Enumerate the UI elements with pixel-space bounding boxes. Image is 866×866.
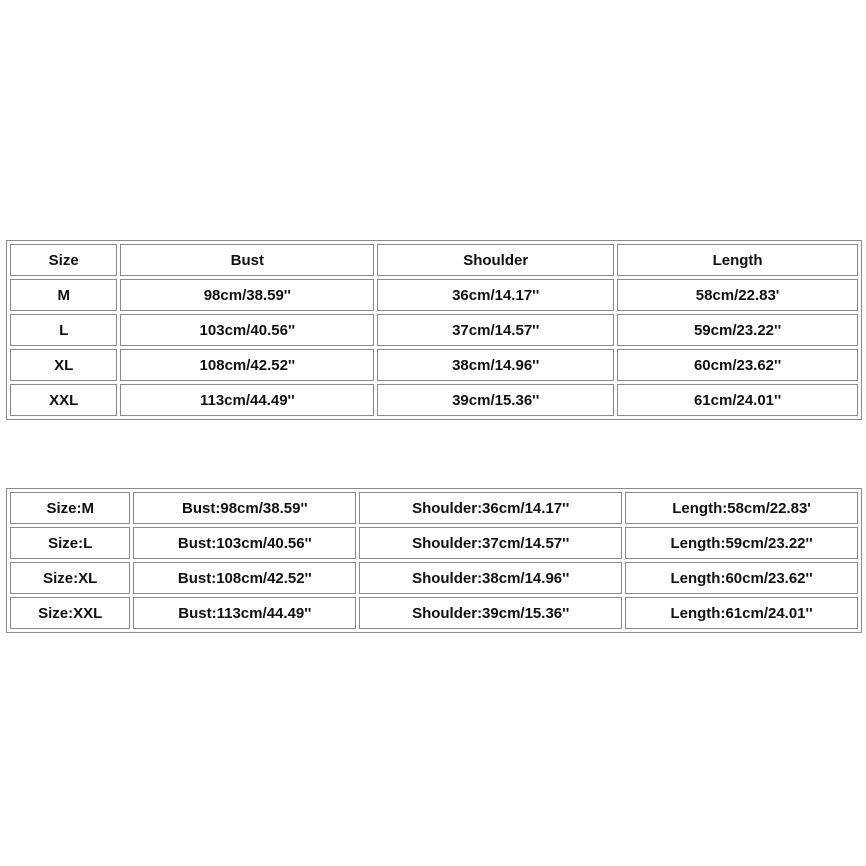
table-row bbox=[10, 384, 858, 416]
size-cell: Size:XL bbox=[10, 562, 130, 594]
size-cell: XL bbox=[10, 349, 117, 381]
bust-cell: 113cm/44.49'' bbox=[120, 384, 374, 416]
bust-cell: Bust:113cm/44.49'' bbox=[133, 597, 356, 629]
bust-cell: Bust:103cm/40.56'' bbox=[133, 527, 356, 559]
header-bust: Bust bbox=[120, 244, 374, 276]
header-shoulder: Shoulder bbox=[377, 244, 614, 276]
bust-cell: 108cm/42.52'' bbox=[120, 349, 374, 381]
shoulder-cell: 39cm/15.36'' bbox=[377, 384, 614, 416]
length-cell: 60cm/23.62'' bbox=[617, 349, 858, 381]
bust-cell: Bust:98cm/38.59'' bbox=[133, 492, 356, 524]
header-size: Size bbox=[10, 244, 117, 276]
size-chart-labeled-table bbox=[6, 488, 862, 633]
shoulder-cell: 36cm/14.17'' bbox=[377, 279, 614, 311]
bust-cell: Bust:108cm/42.52'' bbox=[133, 562, 356, 594]
shoulder-cell: 37cm/14.57'' bbox=[377, 314, 614, 346]
size-chart-table bbox=[6, 240, 862, 420]
shoulder-cell: Shoulder:36cm/14.17'' bbox=[359, 492, 622, 524]
table-row bbox=[10, 597, 858, 629]
size-cell: XXL bbox=[10, 384, 117, 416]
length-cell: Length:58cm/22.83' bbox=[625, 492, 858, 524]
bust-cell: 103cm/40.56'' bbox=[120, 314, 374, 346]
length-cell: 58cm/22.83' bbox=[617, 279, 858, 311]
length-cell: Length:60cm/23.62'' bbox=[625, 562, 858, 594]
table-header-row bbox=[10, 244, 858, 276]
shoulder-cell: 38cm/14.96'' bbox=[377, 349, 614, 381]
table-row bbox=[10, 527, 858, 559]
header-length: Length bbox=[617, 244, 858, 276]
table-row bbox=[10, 314, 858, 346]
size-cell: L bbox=[10, 314, 117, 346]
size-cell: Size:L bbox=[10, 527, 130, 559]
table-row bbox=[10, 492, 858, 524]
size-cell: Size:M bbox=[10, 492, 130, 524]
length-cell: Length:61cm/24.01'' bbox=[625, 597, 858, 629]
table-row bbox=[10, 562, 858, 594]
table-row bbox=[10, 349, 858, 381]
table-row bbox=[10, 279, 858, 311]
size-cell: Size:XXL bbox=[10, 597, 130, 629]
shoulder-cell: Shoulder:37cm/14.57'' bbox=[359, 527, 622, 559]
length-cell: 61cm/24.01'' bbox=[617, 384, 858, 416]
shoulder-cell: Shoulder:39cm/15.36'' bbox=[359, 597, 622, 629]
length-cell: Length:59cm/23.22'' bbox=[625, 527, 858, 559]
shoulder-cell: Shoulder:38cm/14.96'' bbox=[359, 562, 622, 594]
size-cell: M bbox=[10, 279, 117, 311]
bust-cell: 98cm/38.59'' bbox=[120, 279, 374, 311]
length-cell: 59cm/23.22'' bbox=[617, 314, 858, 346]
